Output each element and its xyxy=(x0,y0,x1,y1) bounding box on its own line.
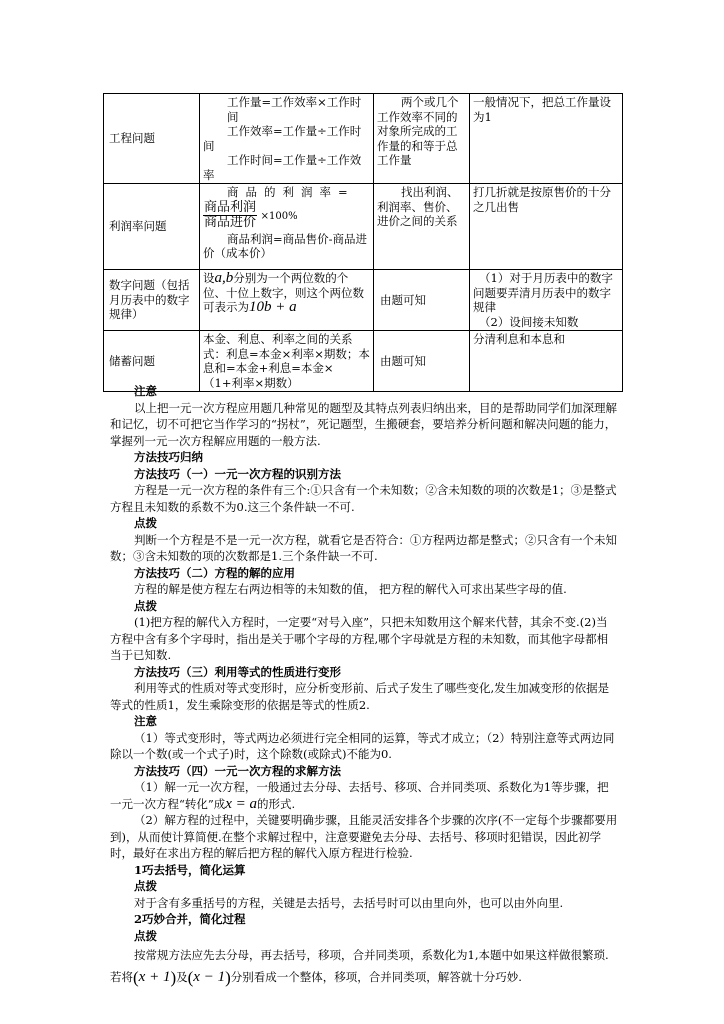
fraction-denominator: 商品进价 xyxy=(204,215,257,230)
note-cell: 分清利息和本息和 xyxy=(470,331,623,392)
right-paren: ) xyxy=(170,968,177,987)
fraction-numerator: 商品利润 xyxy=(204,199,257,215)
method-3-note-paragraph: （1）等式变形时，等式两边必须进行完全相同的运算，等式才成立；（2）特别注意等式两边同除以一个数(或一个式子)时，这个除数(或除式)不能为0. xyxy=(110,730,615,761)
method-1-tip-heading: 点拨 xyxy=(134,516,157,530)
method-2-tip-paragraph: (1)把方程的解代入方程时，一定要“对号入座”，只把未知数用这个解来代替，其余不变.(2)当方程中含有多个字母时，指出是关于哪个字母的方程,哪个字母就是方程的未知数，而其他字母都相当于已知数. xyxy=(110,615,609,662)
text-span: 的形式. xyxy=(257,796,296,811)
method-3-heading: 方法技巧（三）利用等式的性质进行变形 xyxy=(134,664,341,679)
note-cell xyxy=(470,270,623,331)
note-cell: 一般情况下，把总工作量设为1 xyxy=(470,94,623,184)
tip-1-sub-heading: 点拨 xyxy=(134,879,157,893)
table-row xyxy=(104,184,623,270)
profit-fraction xyxy=(203,201,370,231)
row-name: 数字问题（包括月历表中的数字规律） xyxy=(104,270,200,331)
tip-2-sub-heading: 点拨 xyxy=(134,928,157,943)
row-name: 储蓄问题 xyxy=(104,331,200,392)
method-4-heading: 方法技巧（四）一元一次方程的求解方法 xyxy=(134,763,341,778)
formula-cell xyxy=(200,94,374,184)
formula-line: 商品利润=商品售价-商品进价（成本价） xyxy=(203,231,368,260)
relation-cell: 由题可知 xyxy=(374,270,470,331)
tip-2-heading: 2巧妙合并，简化过程 xyxy=(134,912,246,926)
method-1-tip-paragraph: 判断一个方程是不是一元一次方程，就看它是否符合：①方程两边都是整式；②只含有一个未知数；③含未知数的项的次数都是1.三个条件缺一不可. xyxy=(110,532,617,563)
method-2-heading: 方法技巧（二）方程的解的应用 xyxy=(134,565,295,580)
text-span: 分别看成一个整体，移项，合并同类项，解答就十分巧妙. xyxy=(230,970,522,984)
table-row xyxy=(104,94,623,184)
formula-text: 分别为一个两位数的个位、十位上数字，则这个两位数可表示为 xyxy=(203,271,364,314)
method-4-paragraph-2: （2）解方程的过程中，关键要明确步骤，且能灵活安排各个步骤的次序(不一定每个步骤都要用到)，从而使计算简便.在整个求解过程中，注意要避免去分母、去括号、移项时犯错误，因此初学时，最好在求出方程的解后把方程的解代入原方程进行检验. xyxy=(110,813,618,860)
text-span: （1）解一元一次方程，一般通过去分母、去括号、移项、合并同类项、系数化为1等步骤，把一元一次方程“转化”成 xyxy=(110,780,609,811)
note-heading: 注意 xyxy=(134,384,157,398)
formula-cell xyxy=(200,184,374,270)
method-2-paragraph: 方程的解是使方程左右两边相等的未知数的值， 把方程的解代入可求出某些字母的值. xyxy=(134,582,567,596)
formula-line: 工作量=工作效率×工作时间 xyxy=(227,95,362,124)
method-1-heading: 方法技巧（一）一元一次方程的识别方法 xyxy=(134,466,341,481)
formula-line: 工作效率=工作量÷工作时间 xyxy=(203,124,362,153)
target-form-expression: x = a xyxy=(225,795,258,812)
fraction xyxy=(203,201,257,231)
methods-heading: 方法技巧归纳 xyxy=(134,450,203,464)
row-name: 利润率问题 xyxy=(104,184,200,270)
tip-1-heading: 1巧去括号，简化运算 xyxy=(134,862,246,877)
relation-cell: 两个或几个工作效率不同的对象所完成的工作量的和等于总工作量 xyxy=(374,94,470,184)
note-line: （1）对于月历表中的数字问题要弄清月历表中的数字规律 xyxy=(473,271,613,314)
expression-x-plus-1: x + 1 xyxy=(138,969,171,985)
method-3-paragraph: 利用等式的性质对等式变形时，应分析变形前、后式子发生了哪些变化,发生加减变形的依据是等式的性质1，发生乘除变形的依据是等式的性质2. xyxy=(110,681,610,712)
problem-types-table xyxy=(103,93,623,392)
two-digit-expression: 10b + a xyxy=(249,299,297,315)
row-name: 工程问题 xyxy=(104,94,200,184)
method-2-tip-heading: 点拨 xyxy=(134,598,157,613)
formula-cell xyxy=(200,270,374,331)
method-4-paragraph-1 xyxy=(110,779,618,812)
tip-2-paragraph xyxy=(110,944,618,989)
text-span: 及 xyxy=(176,970,188,984)
left-paren: ( xyxy=(187,968,194,987)
method-3-note-heading: 注意 xyxy=(134,714,157,728)
text-span: 按常规方法应先去分母，再去括号，移项，合并同类项，系数化为1,本题中如果这样做很繁琐. 若将 xyxy=(110,948,609,984)
tip-1-paragraph: 对于含有多重括号的方程，关键是去括号，去括号时可以由里向外，也可以由外向里. xyxy=(134,895,564,910)
note-cell: 打几折就是按原售价的十分之几出售 xyxy=(470,184,623,270)
variables-ab: a,b xyxy=(214,270,234,286)
relation-cell: 找出利润、利润率、售价、进价之间的关系 xyxy=(374,184,470,270)
formula-line: 商品的利润率= xyxy=(227,185,355,199)
expression-x-minus-1: x − 1 xyxy=(193,969,226,985)
method-1-paragraph: 方程是一元一次方程的条件有三个:①只含有一个未知数；②含未知数的项的次数是1；③是整式方程且未知数的系数不为0.这三个条件缺一不可. xyxy=(110,483,617,514)
method-notes xyxy=(110,383,618,989)
left-paren: ( xyxy=(133,968,139,987)
table-row xyxy=(104,270,623,331)
fraction-tail: ×100% xyxy=(260,210,298,222)
formula-text: 设 xyxy=(203,271,215,285)
note-paragraph: 以上把一元一次方程应用题几种常见的题型及其特点列表归纳出来，目的是帮助同学们加深理解和记忆，切不可把它当作学习的“拐杖”，死记题型，生搬硬套，要培养分析问题和解决问题的能力，掌握列一元一次方程解应用题的一般方法. xyxy=(110,400,617,448)
right-paren: ) xyxy=(225,968,231,987)
formula-cell: 本金、利息、利率之间的关系式：利息=本金×利率×期数；本息和=本金+利息=本金×（1+利率×期数） xyxy=(200,331,374,392)
formula-line: 工作时间=工作量÷工作效率 xyxy=(203,153,362,182)
note-line: （2）设间接未知数 xyxy=(479,314,579,329)
relation-cell: 由题可知 xyxy=(374,331,470,392)
